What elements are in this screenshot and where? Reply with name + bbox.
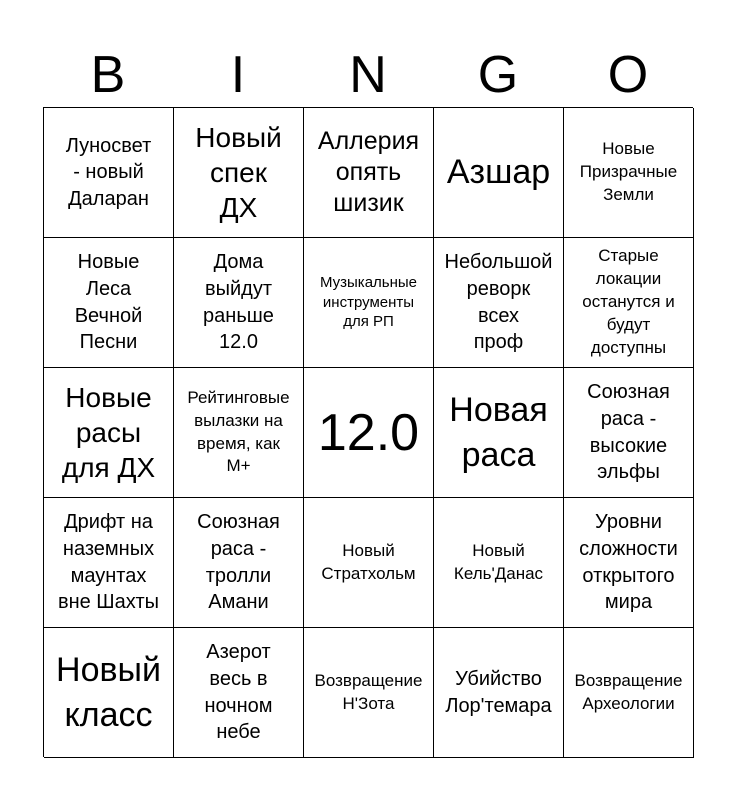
bingo-cell-free[interactable]: [304, 368, 434, 498]
bingo-cell-r4-c1[interactable]: [44, 498, 174, 628]
bingo-cell-text: Азшар: [446, 153, 551, 192]
bingo-cell-r1-c1[interactable]: [44, 108, 174, 238]
bingo-cell-text: Азерот весь в ночном небе: [204, 641, 273, 744]
bingo-cell-text: Союзная раса - тролли Амани: [197, 511, 280, 614]
bingo-cell-text: Новый спек ДХ: [195, 122, 282, 223]
bingo-cell-r5-c4[interactable]: [434, 628, 564, 758]
bingo-cell-r4-c3[interactable]: [304, 498, 434, 628]
bingo-cell-r2-c5[interactable]: [564, 238, 694, 368]
bingo-cell-text: Новая раса: [449, 391, 548, 474]
bingo-cell-r1-c5[interactable]: [564, 108, 694, 238]
bingo-cell-r4-c4[interactable]: [434, 498, 564, 628]
bingo-cell-r4-c2[interactable]: [174, 498, 304, 628]
bingo-cell-text: Уровни сложности открытого мира: [579, 511, 678, 614]
bingo-cell-r1-c2[interactable]: [174, 108, 304, 238]
header-letter-o: O: [607, 46, 649, 104]
bingo-cell-r2-c1[interactable]: [44, 238, 174, 368]
bingo-cell-text: Новые Призрачные Земли: [579, 139, 678, 204]
header-letter-g: G: [477, 46, 519, 104]
bingo-header: [43, 44, 693, 106]
bingo-cell-r3-c4[interactable]: [434, 368, 564, 498]
bingo-cell-r5-c1[interactable]: [44, 628, 174, 758]
header-letter-b: B: [90, 46, 126, 104]
bingo-cell-text: Дома выйдут раньше 12.0: [203, 251, 274, 354]
header-letter-n: N: [349, 46, 387, 104]
bingo-cell-text: Старые локации останутся и будут доступны: [582, 246, 675, 357]
bingo-cell-r5-c3[interactable]: [304, 628, 434, 758]
bingo-cell-r3-c2[interactable]: [174, 368, 304, 498]
bingo-cell-text: Союзная раса - высокие эльфы: [587, 381, 670, 484]
bingo-cell-r1-c3[interactable]: [304, 108, 434, 238]
bingo-cell-text: Новые Леса Вечной Песни: [74, 251, 143, 354]
bingo-cell-r1-c4[interactable]: [434, 108, 564, 238]
bingo-cell-r5-c2[interactable]: [174, 628, 304, 758]
bingo-cell-text: Возвращение Археологии: [574, 670, 683, 713]
bingo-cell-r3-c5[interactable]: [564, 368, 694, 498]
bingo-cell-r3-c1[interactable]: [44, 368, 174, 498]
bingo-cell-text: Луносвет - новый Даларан: [65, 134, 152, 210]
bingo-cell-text: Небольшой реворк всех проф: [444, 251, 553, 354]
bingo-cell-text: Новый Стратхольм: [321, 540, 416, 583]
bingo-cell-text: 12.0: [317, 403, 420, 462]
bingo-cell-r2-c3[interactable]: [304, 238, 434, 368]
header-letter-i: I: [230, 46, 246, 104]
bingo-cell-text: Музыкальные инструменты для РП: [319, 273, 418, 331]
bingo-cell-text: Рейтинговые вылазки на время, как М+: [187, 387, 290, 476]
bingo-cell-text: Новые расы для ДХ: [61, 382, 156, 483]
bingo-cell-text: Возвращение Н'Зота: [314, 670, 423, 713]
bingo-card-grid: [43, 107, 693, 757]
bingo-cell-text: Убийство Лор'темара: [445, 667, 552, 717]
bingo-cell-text: Новый класс: [56, 651, 161, 734]
bingo-cell-r4-c5[interactable]: [564, 498, 694, 628]
bingo-cell-text: Новый Кель'Данас: [453, 540, 544, 583]
bingo-cell-r5-c5[interactable]: [564, 628, 694, 758]
bingo-cell-text: Дрифт на наземных маунтах вне Шахты: [57, 511, 160, 614]
bingo-cell-r2-c4[interactable]: [434, 238, 564, 368]
bingo-cell-text: Аллерия опять шизик: [317, 126, 420, 218]
bingo-cell-r2-c2[interactable]: [174, 238, 304, 368]
